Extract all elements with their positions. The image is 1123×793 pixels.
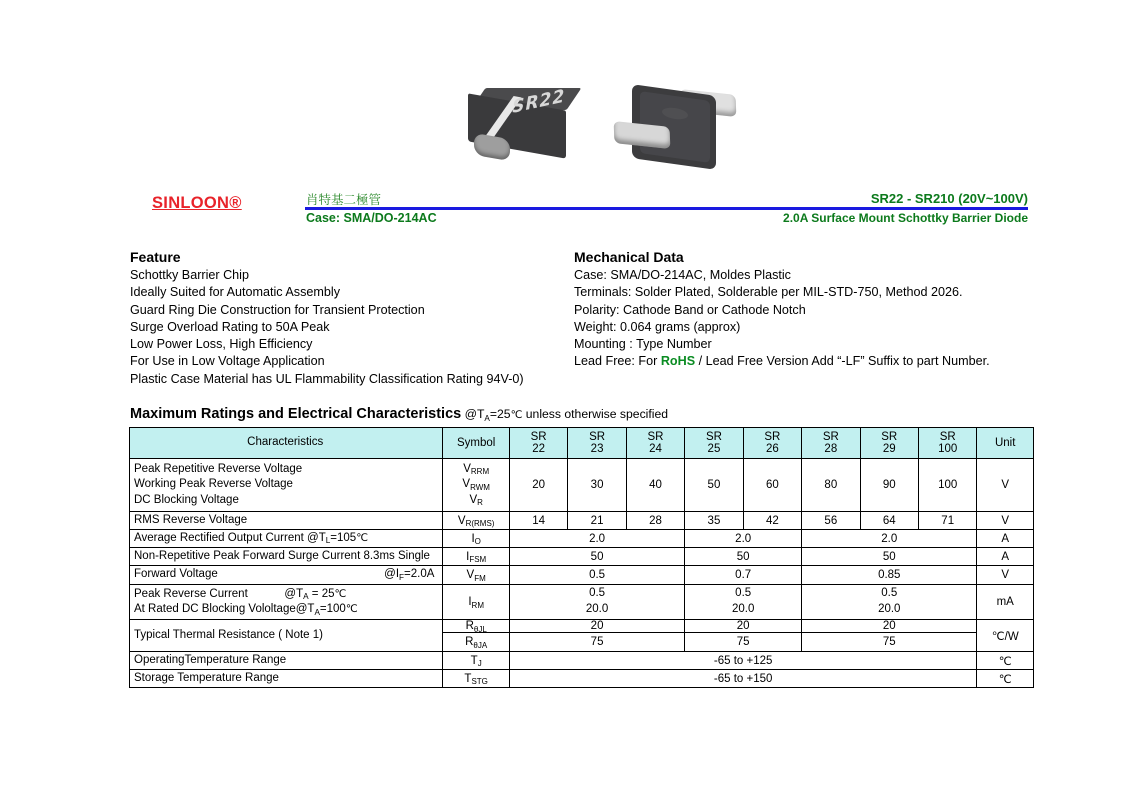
- th-part-number: 26: [765, 443, 779, 455]
- company-logo: SINLOON®: [152, 194, 242, 212]
- th-part-number: 29: [882, 443, 896, 455]
- row-value-merged: 50: [685, 548, 802, 566]
- th-part-prefix: SR: [589, 431, 606, 443]
- row-value-merged: 50: [509, 548, 684, 566]
- table-title-condition: $@T_A=25℃$ unless otherwise specified: [461, 407, 669, 423]
- specifications-table: [129, 427, 1034, 688]
- row-unit: mA: [977, 585, 1034, 620]
- row-value: 90: [860, 459, 918, 512]
- feature-heading: Feature: [130, 249, 181, 265]
- row-characteristics: [130, 566, 443, 585]
- row-value: 35: [685, 512, 743, 530]
- row-value-merged: 20: [509, 620, 684, 633]
- row-value-merged: 0.5: [509, 566, 684, 585]
- th-part-sr24: [626, 428, 684, 459]
- th-unit: Unit: [977, 428, 1034, 459]
- row-value-merged: 0.7: [685, 566, 802, 585]
- value-line: 0.5: [735, 587, 752, 600]
- row-value: 71: [918, 512, 976, 530]
- table-row: [130, 512, 1034, 530]
- lead-free-suffix: / Lead Free Version Add “-LF” Suffix to part Number.: [695, 354, 990, 369]
- th-part-sr28: [802, 428, 860, 459]
- row-value-merged: [802, 585, 977, 620]
- row-value: 56: [802, 512, 860, 530]
- mechanical-lead-free-item: [574, 353, 1044, 370]
- feature-item: Schottky Barrier Chip: [130, 268, 249, 282]
- table-row: [130, 548, 1034, 566]
- row-unit: ℃: [977, 670, 1034, 688]
- table-title: [130, 406, 668, 422]
- symbol-line: $V_{RRM}$: [463, 462, 490, 477]
- table-row: [130, 620, 1034, 633]
- row-value: 14: [509, 512, 567, 530]
- document-header: [0, 190, 1123, 234]
- lead-free-prefix: Lead Free: For: [574, 354, 661, 369]
- row-symbol: $I_O$: [443, 530, 510, 548]
- row-value-merged: 20: [685, 620, 802, 633]
- table-row: [130, 566, 1034, 585]
- row-characteristics: Typical Thermal Resistance ( Note 1): [130, 620, 443, 652]
- characteristic-with-condition: [134, 602, 440, 618]
- row-symbol: [443, 459, 510, 512]
- mechanical-data-section: [574, 249, 1044, 371]
- characteristic-condition: $@I_F=2.0A$: [384, 568, 435, 582]
- row-value: 21: [568, 512, 626, 530]
- row-value-merged: 75: [685, 633, 802, 652]
- value-line: 20.0: [731, 603, 755, 615]
- feature-item: For Use in Low Voltage Application: [130, 354, 325, 369]
- mechanical-item: Polarity: Cathode Band or Cathode Notch: [574, 302, 806, 317]
- package-photo-left: [468, 85, 586, 174]
- row-value: 50: [685, 459, 743, 512]
- header-divider-rule: [305, 207, 1028, 210]
- mechanical-item: Case: SMA/DO-214AC, Moldes Plastic: [574, 268, 791, 282]
- mechanical-item: Weight: 0.064 grams (approx): [574, 319, 741, 334]
- th-part-number: 23: [590, 443, 604, 455]
- row-symbol: $T_{STG}$: [443, 670, 510, 688]
- row-value: 60: [743, 459, 801, 512]
- table-row: [130, 459, 1034, 512]
- th-symbol: Symbol: [443, 428, 510, 459]
- th-part-sr26: [743, 428, 801, 459]
- characteristic-line: At Rated DC Blocking Vololtage: [134, 603, 296, 615]
- th-part-number: 24: [649, 443, 662, 455]
- row-unit: V: [977, 566, 1034, 585]
- th-part-prefix: SR: [939, 431, 956, 443]
- th-part-prefix: SR: [822, 431, 839, 443]
- row-value: 64: [860, 512, 918, 530]
- th-part-number: 28: [824, 443, 838, 455]
- mechanical-heading: Mechanical Data: [574, 249, 684, 265]
- table-row: [130, 670, 1034, 688]
- row-symbol: $I_{RM}$: [443, 585, 510, 620]
- th-part-prefix: SR: [647, 431, 664, 443]
- row-value-merged: -65 to +125: [509, 652, 977, 670]
- feature-section: [130, 249, 580, 388]
- header-product-description: 2.0A Surface Mount Schottky Barrier Diode: [783, 211, 1028, 225]
- feature-item: Surge Overload Rating to 50A Peak: [130, 319, 330, 334]
- row-characteristics: Average Rectified Output Current $@T_L=105℃$: [130, 530, 443, 548]
- characteristic-with-condition: [134, 587, 440, 603]
- row-value-merged: 75: [802, 633, 977, 652]
- mechanical-item: Terminals: Solder Plated, Solderable per MIL-STD-750, Method 2026.: [574, 285, 963, 300]
- feature-item: Ideally Suited for Automatic Assembly: [130, 285, 340, 300]
- th-part-sr25: [685, 428, 743, 459]
- table-row: [130, 585, 1034, 620]
- symbol-line: $V_R$: [469, 493, 483, 508]
- table-row: [130, 530, 1034, 548]
- row-value: 30: [568, 459, 626, 512]
- row-characteristics: Storage Temperature Range: [130, 670, 443, 688]
- row-value: 40: [626, 459, 684, 512]
- solder-lead-front: [614, 121, 671, 149]
- row-characteristics: RMS Reverse Voltage: [130, 512, 443, 530]
- row-value: 80: [802, 459, 860, 512]
- row-value: 42: [743, 512, 801, 530]
- table-row: [130, 652, 1034, 670]
- table-header-row-group: [130, 428, 1034, 459]
- table-body: [130, 459, 1034, 688]
- row-unit: A: [977, 530, 1034, 548]
- value-line: 0.5: [589, 587, 606, 600]
- symbol-line: $V_{RWM}$: [462, 478, 490, 492]
- th-part-prefix: SR: [881, 431, 898, 443]
- header-part-range: SR22 - SR210 (20V~100V): [870, 191, 1028, 206]
- row-value: 20: [509, 459, 567, 512]
- characteristic-line: Forward Voltage: [134, 568, 218, 581]
- mechanical-item: Mounting : Type Number: [574, 337, 712, 352]
- package-photo-group: [460, 82, 750, 187]
- row-value-merged: 50: [802, 548, 977, 566]
- value-line: 20.0: [585, 603, 609, 615]
- row-value: 100: [918, 459, 976, 512]
- package-marking-text: SR22: [510, 85, 567, 119]
- th-part-number: 25: [707, 443, 721, 455]
- rohs-label: RoHS: [660, 354, 696, 369]
- feature-item: Guard Ring Die Construction for Transient Protection: [130, 302, 425, 317]
- th-part-prefix: SR: [705, 431, 722, 443]
- header-chinese-title: 肖特基二極管: [306, 192, 382, 207]
- package-photo-right: [610, 90, 740, 176]
- row-value-merged: 2.0: [509, 530, 684, 548]
- row-characteristics: Non-Repetitive Peak Forward Surge Current 8.3ms Single: [130, 548, 443, 566]
- characteristic-line: Working Peak Reverse Voltage: [134, 478, 293, 491]
- characteristic-line: DC Blocking Voltage: [134, 493, 239, 506]
- th-part-number: 22: [532, 443, 546, 455]
- row-characteristics: OperatingTemperature Range: [130, 652, 443, 670]
- th-part-sr29: [860, 428, 918, 459]
- th-part-sr100: [918, 428, 976, 459]
- row-value-merged: [685, 585, 802, 620]
- feature-item: Low Power Loss, High Efficiency: [130, 337, 313, 352]
- th-part-prefix: SR: [530, 431, 547, 443]
- row-symbol: $R_{\theta JA}$: [443, 633, 510, 652]
- th-part-number: 100: [938, 443, 958, 455]
- characteristic-condition: $@T_A=100℃$: [295, 603, 358, 617]
- row-symbol: $R_{\theta JL}$: [443, 620, 510, 633]
- th-characteristics: Characteristics: [130, 428, 443, 459]
- row-unit: A: [977, 548, 1034, 566]
- row-symbol: $V_{FM}$: [443, 566, 510, 585]
- header-case-label: Case: SMA/DO-214AC: [306, 211, 437, 225]
- value-line: 0.5: [881, 587, 898, 600]
- characteristic-condition: $@T_A$ = 25℃: [284, 587, 347, 601]
- characteristic-line: Peak Reverse Current: [134, 587, 248, 600]
- value-line: 20.0: [878, 603, 901, 615]
- th-part-prefix: SR: [764, 431, 781, 443]
- row-value-merged: -65 to +150: [509, 670, 977, 688]
- row-value: 28: [626, 512, 684, 530]
- row-symbol: $T_J$: [443, 652, 510, 670]
- table-title-bold: Maximum Ratings and Electrical Characteristics: [130, 406, 462, 422]
- row-value-merged: [509, 585, 684, 620]
- row-unit: ℃: [977, 652, 1034, 670]
- th-part-sr23: [568, 428, 626, 459]
- row-characteristics: [130, 459, 443, 512]
- row-value-merged: 0.85: [802, 566, 977, 585]
- row-value-merged: 2.0: [802, 530, 977, 548]
- row-value-merged: 75: [509, 633, 684, 652]
- row-characteristics: [130, 585, 443, 620]
- characteristic-with-condition: [134, 567, 440, 583]
- row-unit: ℃/W: [977, 620, 1034, 652]
- table-header-row: [130, 428, 1034, 459]
- row-symbol: $V_{R(RMS)}$: [443, 512, 510, 530]
- characteristic-line: Peak Repetitive Reverse Voltage: [134, 462, 303, 475]
- row-value-merged: 20: [802, 620, 977, 633]
- row-unit: V: [977, 512, 1034, 530]
- row-unit: V: [977, 459, 1034, 512]
- th-part-sr22: [509, 428, 567, 459]
- feature-item: Plastic Case Material has UL Flammability Classification Rating 94V-0): [130, 371, 524, 386]
- row-value-merged: 2.0: [685, 530, 802, 548]
- row-symbol: $I_{FSM}$: [443, 548, 510, 566]
